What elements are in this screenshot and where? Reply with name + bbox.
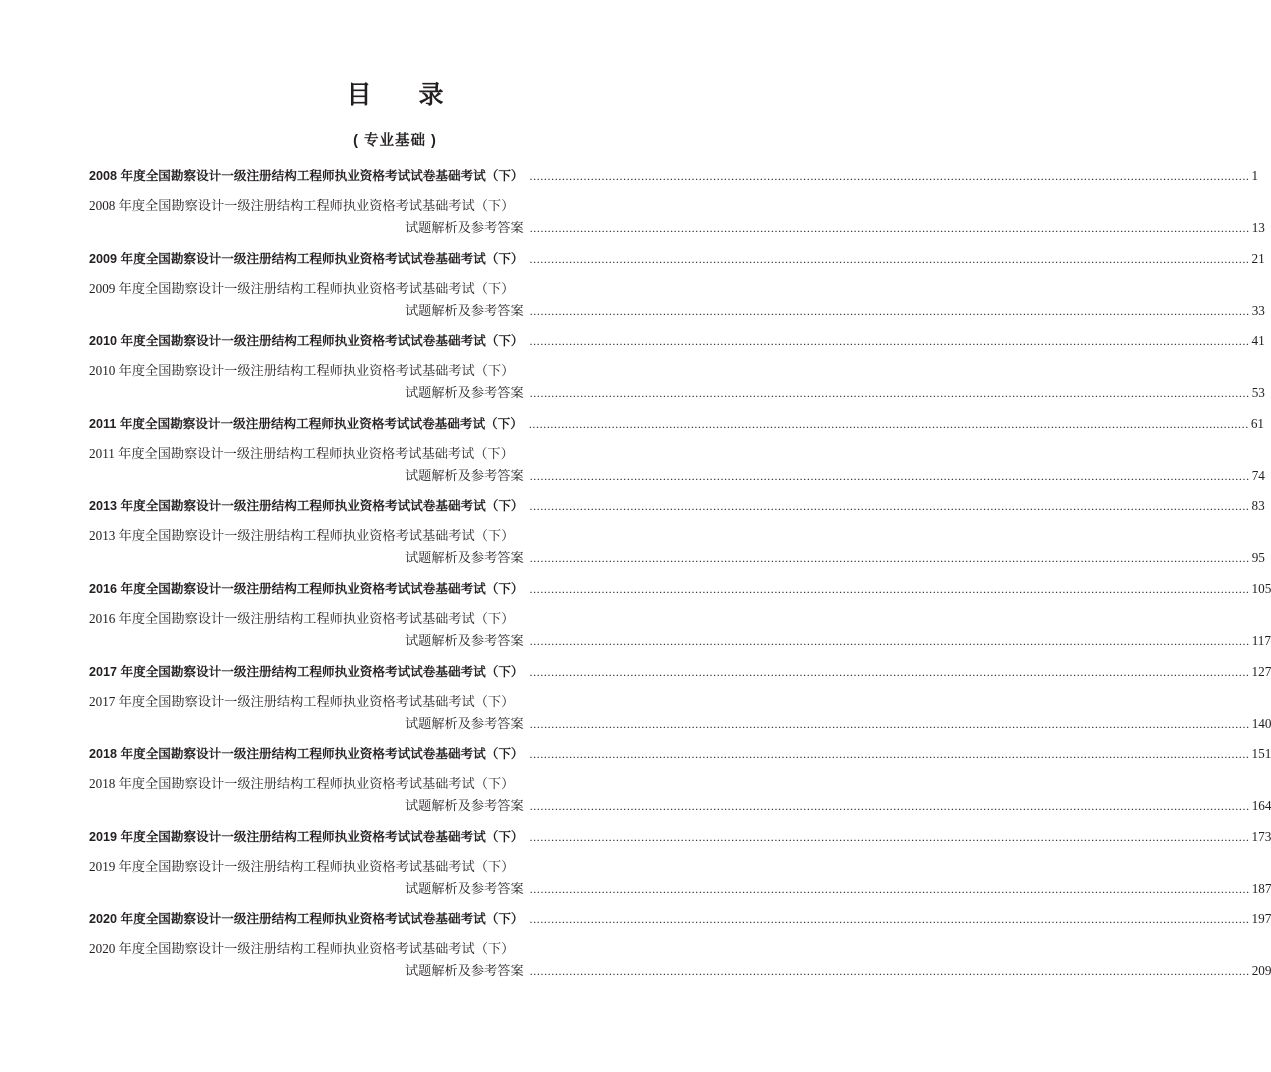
toc-analysis-title[interactable]: 2018 年度全国勘察设计一级注册结构工程师执业资格考试基础考试（下） (89, 776, 515, 792)
toc-page-number: 53 (1251, 385, 1265, 401)
toc-exam-entry[interactable] (89, 743, 1271, 765)
toc-dot-leader: ........................................................................................................................................................................................................ (529, 303, 1250, 318)
toc-analysis-subtitle: 试题解析及参考答案 (405, 467, 524, 483)
toc-page-number: 13 (1251, 220, 1265, 235)
toc-analysis-subtitle: 试题解析及参考答案 (405, 798, 524, 814)
toc-page-number: 41 (1251, 333, 1265, 349)
toc-analysis-title[interactable]: 2011 年度全国勘察设计一级注册结构工程师执业资格考试基础考试（下） (89, 445, 514, 461)
toc-analysis-subtitle: 试题解析及参考答案 (405, 385, 524, 401)
toc-analysis-title[interactable]: 2008 年度全国勘察设计一级注册结构工程师执业资格考试基础考试（下） (89, 198, 515, 213)
toc-page-number: 117 (1251, 633, 1271, 648)
toc-page-number: 197 (1251, 911, 1271, 927)
toc-analysis-subtitle: 试题解析及参考答案 (405, 880, 524, 896)
toc-analysis-subtitle: 试题解析及参考答案 (405, 633, 524, 648)
toc-analysis-entry[interactable] (405, 217, 1265, 239)
toc-exam-entry[interactable] (89, 330, 1265, 352)
toc-dot-leader: ........................................................................................................................................................................................................ (529, 829, 1250, 844)
toc-exam-title: 2017 年度全国勘察设计一级注册结构工程师执业资格考试试卷基础考试（下） (89, 664, 524, 679)
toc-analysis-title[interactable]: 2017 年度全国勘察设计一级注册结构工程师执业资格考试基础考试（下） (89, 693, 515, 709)
toc-page-number: 61 (1250, 415, 1265, 431)
toc-exam-title: 2010 年度全国勘察设计一级注册结构工程师执业资格考试试卷基础考试（下） (89, 334, 524, 349)
toc-analysis-entry[interactable] (405, 960, 1271, 982)
toc-analysis-title[interactable]: 2016 年度全国勘察设计一级注册结构工程师执业资格考试基础考试（下） (89, 611, 515, 626)
toc-dot-leader: ........................................................................................................................................................................................................ (529, 468, 1250, 483)
toc-exam-entry[interactable] (89, 578, 1271, 600)
toc-page-number: 33 (1251, 302, 1265, 318)
toc-dot-leader: ........................................................................................................................................................................................................ (529, 251, 1250, 266)
toc-analysis-entry[interactable] (405, 382, 1265, 404)
toc-analysis-entry[interactable] (405, 300, 1265, 322)
toc-exam-entry[interactable] (89, 826, 1271, 848)
toc-dot-leader: ........................................................................................................................................................................................................ (529, 169, 1250, 183)
toc-dot-leader: ........................................................................................................................................................................................................ (529, 716, 1250, 731)
toc-analysis-subtitle: 试题解析及参考答案 (405, 550, 524, 566)
toc-analysis-title[interactable]: 2013 年度全国勘察设计一级注册结构工程师执业资格考试基础考试（下） (89, 528, 515, 544)
toc-exam-title: 2019 年度全国勘察设计一级注册结构工程师执业资格考试试卷基础考试（下） (89, 829, 524, 844)
toc-page-number: 1 (1251, 168, 1259, 183)
toc-exam-title: 2013 年度全国勘察设计一级注册结构工程师执业资格考试试卷基础考试（下） (89, 499, 524, 514)
toc-analysis-entry[interactable] (405, 547, 1265, 569)
toc-analysis-entry[interactable] (405, 878, 1271, 900)
toc-analysis-entry[interactable] (405, 795, 1271, 817)
toc-dot-leader: ........................................................................................................................................................................................................ (529, 334, 1250, 349)
toc-analysis-title[interactable]: 2019 年度全国勘察设计一级注册结构工程师执业资格考试基础考试（下） (89, 858, 515, 874)
toc-page-number: 140 (1251, 715, 1271, 731)
toc-exam-entry[interactable] (89, 661, 1271, 683)
page-title: 目 录 (346, 81, 464, 109)
toc-analysis-title[interactable]: 2010 年度全国勘察设计一级注册结构工程师执业资格考试基础考试（下） (89, 363, 515, 379)
toc-exam-title: 2011 年度全国勘察设计一级注册结构工程师执业资格考试试卷基础考试（下） (89, 416, 523, 431)
toc-exam-title: 2016 年度全国勘察设计一级注册结构工程师执业资格考试试卷基础考试（下） (89, 582, 524, 596)
toc-analysis-subtitle: 试题解析及参考答案 (405, 963, 524, 979)
toc-page-number: 151 (1251, 746, 1271, 762)
toc-dot-leader: ........................................................................................................................................................................................................ (529, 881, 1250, 896)
toc-exam-entry[interactable] (89, 495, 1265, 517)
toc-dot-leader: ........................................................................................................................................................................................................ (528, 416, 1249, 431)
toc-page-number: 209 (1251, 963, 1271, 979)
toc-dot-leader: ........................................................................................................................................................................................................ (529, 964, 1250, 979)
toc-exam-title: 2018 年度全国勘察设计一级注册结构工程师执业资格考试试卷基础考试（下） (89, 747, 524, 762)
toc-dot-leader: ........................................................................................................................................................................................................ (529, 582, 1250, 596)
toc-dot-leader: ........................................................................................................................................................................................................ (529, 912, 1250, 927)
toc-page-number: 74 (1251, 467, 1265, 483)
page-subtitle: ( 专业基础 ) (353, 133, 437, 149)
toc-analysis-subtitle: 试题解析及参考答案 (405, 302, 524, 318)
toc-dot-leader: ........................................................................................................................................................................................................ (529, 634, 1250, 648)
toc-analysis-title[interactable]: 2020 年度全国勘察设计一级注册结构工程师执业资格考试基础考试（下） (89, 941, 515, 957)
toc-page-number: 95 (1251, 550, 1265, 566)
toc-dot-leader: ........................................................................................................................................................................................................ (529, 664, 1250, 679)
toc-analysis-entry[interactable] (405, 713, 1271, 735)
toc-dot-leader: ........................................................................................................................................................................................................ (529, 747, 1250, 762)
toc-exam-title: 2008 年度全国勘察设计一级注册结构工程师执业资格考试试卷基础考试（下） (89, 169, 524, 183)
toc-dot-leader: ........................................................................................................................................................................................................ (529, 499, 1250, 514)
toc-exam-entry[interactable] (89, 248, 1265, 270)
toc-analysis-subtitle: 试题解析及参考答案 (405, 220, 524, 235)
toc-analysis-entry[interactable] (405, 630, 1271, 652)
toc-page-number: 83 (1251, 498, 1265, 514)
toc-analysis-entry[interactable] (405, 465, 1265, 487)
toc-page-number: 187 (1251, 880, 1271, 896)
toc-exam-entry[interactable] (89, 413, 1265, 435)
toc-dot-leader: ........................................................................................................................................................................................................ (529, 551, 1250, 566)
toc-dot-leader: ........................................................................................................................................................................................................ (529, 799, 1250, 814)
toc-exam-title: 2009 年度全国勘察设计一级注册结构工程师执业资格考试试卷基础考试（下） (89, 251, 524, 266)
toc-page-number: 21 (1251, 250, 1265, 266)
toc-exam-entry[interactable] (89, 908, 1271, 930)
toc-page-number: 164 (1251, 798, 1271, 814)
toc-analysis-subtitle: 试题解析及参考答案 (405, 715, 524, 731)
toc-exam-title: 2020 年度全国勘察设计一级注册结构工程师执业资格考试试卷基础考试（下） (89, 912, 524, 927)
toc-exam-entry[interactable] (89, 165, 1259, 187)
toc-page-number: 105 (1251, 581, 1271, 596)
toc-page-number: 173 (1251, 828, 1271, 844)
toc-analysis-title[interactable]: 2009 年度全国勘察设计一级注册结构工程师执业资格考试基础考试（下） (89, 280, 515, 296)
toc-dot-leader: ........................................................................................................................................................................................................ (529, 221, 1250, 235)
toc-page-number: 127 (1251, 663, 1271, 679)
toc-dot-leader: ........................................................................................................................................................................................................ (529, 386, 1250, 401)
